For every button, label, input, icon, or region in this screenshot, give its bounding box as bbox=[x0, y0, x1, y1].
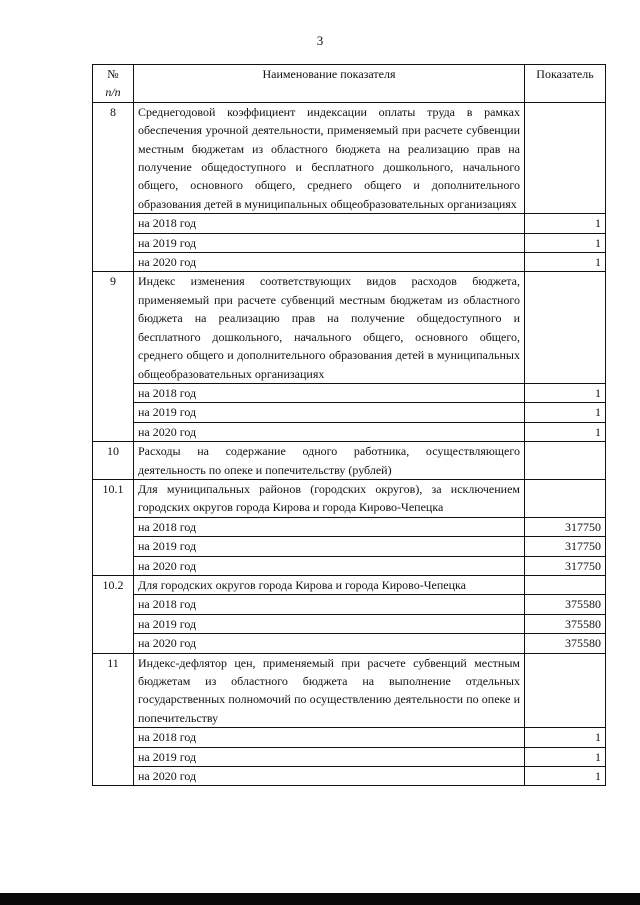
year-label: на 2020 год bbox=[134, 253, 525, 272]
indicator-description: Для городских округов города Кирова и города Кирово-Чепецка bbox=[134, 575, 525, 594]
year-label: на 2020 год bbox=[134, 422, 525, 441]
indicator-description: Для муниципальных районов (городских округов), за исключением городских округов города Кирова и города Кирово-Чепецка bbox=[134, 479, 525, 517]
number-sign: № bbox=[107, 67, 119, 81]
year-label: на 2018 год bbox=[134, 517, 525, 536]
indicator-number: 11 bbox=[93, 653, 134, 786]
year-value: 1 bbox=[525, 767, 606, 786]
year-label: на 2020 год bbox=[134, 767, 525, 786]
year-row bbox=[93, 614, 606, 633]
year-value: 317750 bbox=[525, 537, 606, 556]
year-value: 1 bbox=[525, 383, 606, 402]
indicator-value-empty bbox=[525, 442, 606, 480]
year-row bbox=[93, 383, 606, 402]
year-label: на 2018 год bbox=[134, 383, 525, 402]
year-row bbox=[93, 422, 606, 441]
year-label: на 2018 год bbox=[134, 728, 525, 747]
indicator-value-empty bbox=[525, 272, 606, 383]
indicator-number: 10 bbox=[93, 442, 134, 480]
year-label: на 2020 год bbox=[134, 556, 525, 575]
scan-edge-bar bbox=[0, 893, 640, 905]
year-value: 375580 bbox=[525, 614, 606, 633]
indicator-number: 10.1 bbox=[93, 479, 134, 575]
year-value: 1 bbox=[525, 403, 606, 422]
indicator-row bbox=[93, 479, 606, 517]
year-row bbox=[93, 403, 606, 422]
table-header-row bbox=[93, 65, 606, 103]
year-value: 1 bbox=[525, 422, 606, 441]
number-abbrev: п/п bbox=[105, 85, 121, 100]
year-value: 1 bbox=[525, 233, 606, 252]
column-header-number bbox=[93, 65, 134, 103]
indicator-description: Расходы на содержание одного работника, осуществляющего деятельность по опеке и попечительству (рублей) bbox=[134, 442, 525, 480]
column-header-name: Наименование показателя bbox=[134, 65, 525, 103]
year-value: 317750 bbox=[525, 556, 606, 575]
year-row bbox=[93, 767, 606, 786]
indicator-description: Среднегодовой коэффициент индексации оплаты труда в рамках обеспечения урочной деятельности, применяемый при расчете субвенции местным бюджетам из областного бюджета на реализацию прав на получение общедоступного и бесплатного дошкольного, начального общего, основного общего, среднего общего и дополнительного образования детей в муниципальных общеобразовательных организациях bbox=[134, 102, 525, 213]
year-value: 375580 bbox=[525, 595, 606, 614]
year-label: на 2018 год bbox=[134, 595, 525, 614]
year-label: на 2019 год bbox=[134, 747, 525, 766]
indicator-row bbox=[93, 272, 606, 383]
year-row bbox=[93, 634, 606, 653]
indicator-value-empty bbox=[525, 102, 606, 213]
year-value: 317750 bbox=[525, 517, 606, 536]
year-label: на 2019 год bbox=[134, 537, 525, 556]
indicator-value-empty bbox=[525, 653, 606, 728]
indicator-description: Индекс-дефлятор цен, применяемый при расчете субвенций местным бюджетам из областного бюджета на выполнение отдельных государственных полномочий по осуществлению деятельности по опеке и попечительству bbox=[134, 653, 525, 728]
year-label: на 2020 год bbox=[134, 634, 525, 653]
year-value: 1 bbox=[525, 728, 606, 747]
column-header-value: Показатель bbox=[525, 65, 606, 103]
year-row bbox=[93, 537, 606, 556]
page-number: 3 bbox=[316, 33, 324, 48]
indicator-description: Индекс изменения соответствующих видов расходов бюджета, применяемый при расчете субвенций местным бюджетам из областного бюджета на реализацию прав на получение общедоступного и бесплатного дошкольного, начального общего, основного общего, среднего общего и дополнительного образования детей в муниципальных общеобразовательных организациях bbox=[134, 272, 525, 383]
year-row bbox=[93, 728, 606, 747]
indicator-number: 10.2 bbox=[93, 575, 134, 653]
year-label: на 2018 год bbox=[134, 214, 525, 233]
year-label: на 2019 год bbox=[134, 403, 525, 422]
year-value: 375580 bbox=[525, 634, 606, 653]
year-value: 1 bbox=[525, 253, 606, 272]
year-row bbox=[93, 233, 606, 252]
year-row bbox=[93, 556, 606, 575]
year-value: 1 bbox=[525, 747, 606, 766]
year-label: на 2019 год bbox=[134, 233, 525, 252]
year-row bbox=[93, 214, 606, 233]
year-row bbox=[93, 747, 606, 766]
year-label: на 2019 год bbox=[134, 614, 525, 633]
indicator-number: 8 bbox=[93, 102, 134, 272]
indicator-value-empty bbox=[525, 479, 606, 517]
year-row bbox=[93, 253, 606, 272]
indicator-row bbox=[93, 575, 606, 594]
indicators-table bbox=[92, 64, 606, 786]
indicator-number: 9 bbox=[93, 272, 134, 442]
indicator-value-empty bbox=[525, 575, 606, 594]
year-row bbox=[93, 595, 606, 614]
indicator-row bbox=[93, 442, 606, 480]
year-value: 1 bbox=[525, 214, 606, 233]
indicator-row bbox=[93, 102, 606, 213]
indicator-row bbox=[93, 653, 606, 728]
year-row bbox=[93, 517, 606, 536]
